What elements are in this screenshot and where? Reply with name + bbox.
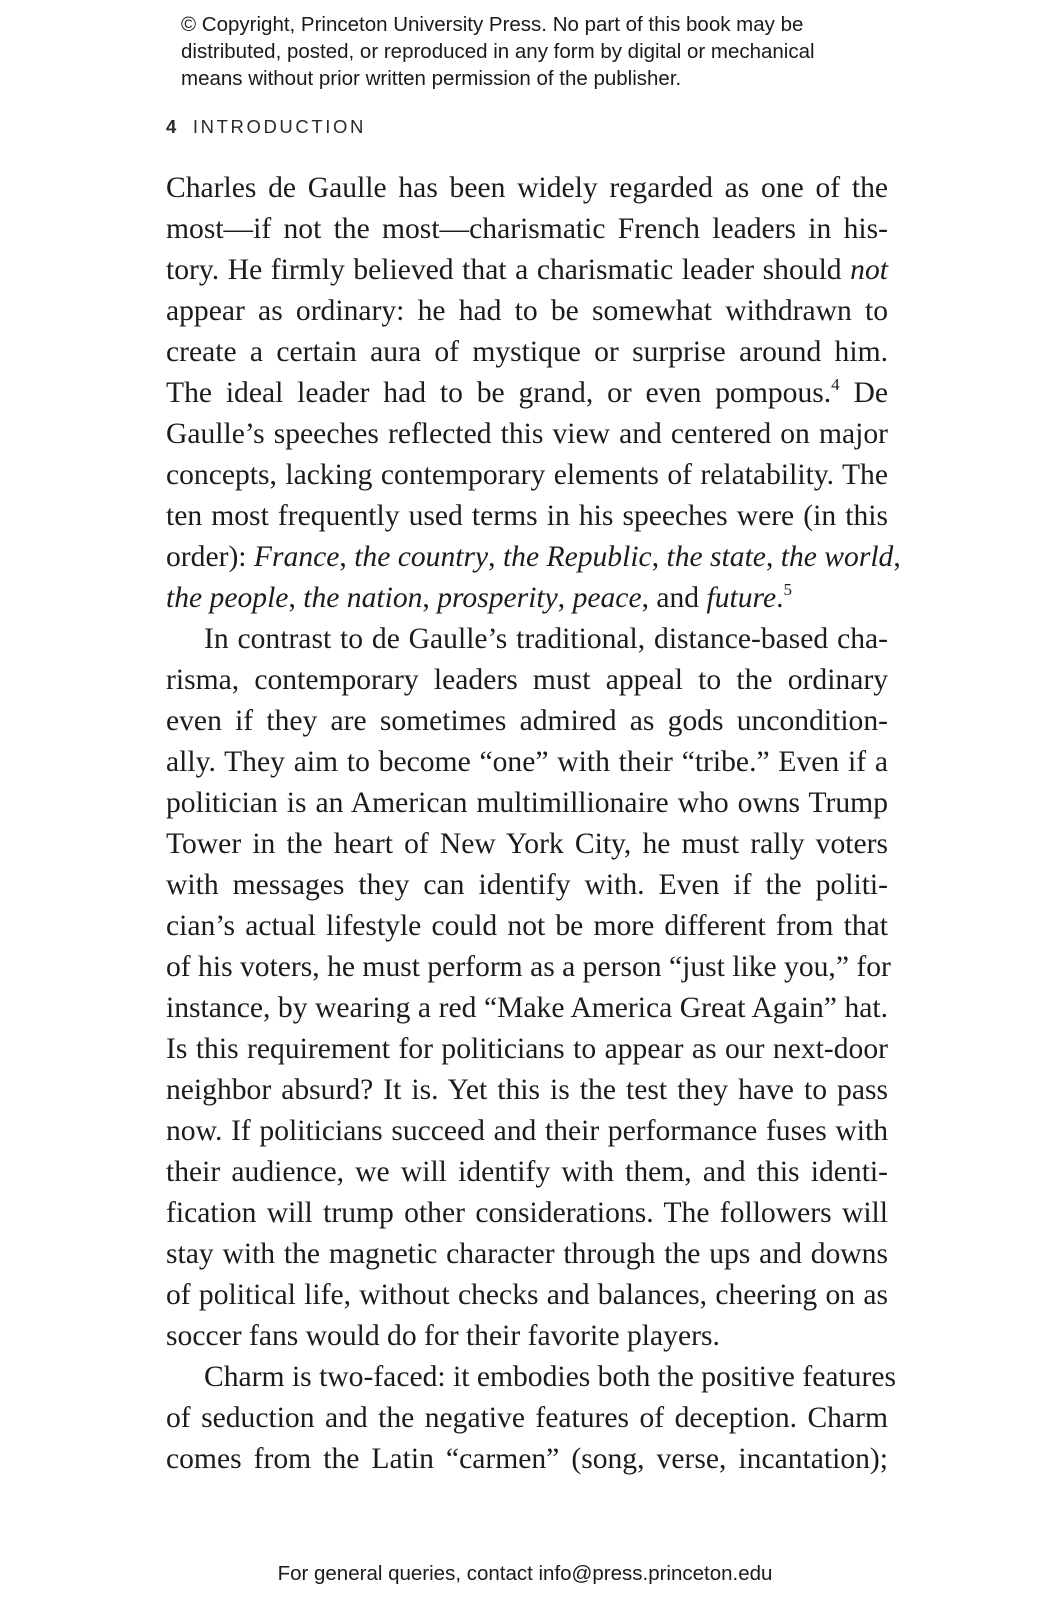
text-line: Tower in the heart of New York City, he must rally voters (166, 828, 888, 860)
emphasis: prosperity (437, 582, 558, 614)
emphasis: the Republic (502, 541, 652, 573)
text-span: , (893, 541, 901, 573)
text-line: Is this requirement for politicians to appear as our next-door (166, 1033, 888, 1065)
text-line: Charm is two-faced: it embodies both the positive features (204, 1361, 896, 1393)
text-line: neighbor absurd? It is. Yet this is the test they have to pass (166, 1074, 888, 1106)
text-line: create a certain aura of mystique or surprise around him. (166, 336, 888, 368)
text-span: , and (641, 582, 707, 614)
text-line: ten most frequently used terms in his speeches were (in this (166, 500, 888, 532)
text-line: of political life, without checks and balances, cheering on as (166, 1279, 888, 1311)
text-line: even if they are sometimes admired as gods uncondition- (166, 705, 888, 737)
text-span: , (488, 541, 503, 573)
copyright-line: © Copyright, Princeton University Press. No part of this book may be (181, 13, 804, 36)
text-line: most—if not the most—charismatic French leaders in his- (166, 213, 888, 245)
text-line: Charles de Gaulle has been widely regarded as one of the (166, 172, 888, 204)
text-span: , (339, 541, 355, 573)
text-span: , (557, 582, 573, 614)
text-line: stay with the magnetic character through the ups and downs (166, 1238, 888, 1270)
text-span: , (288, 582, 304, 614)
text-line (166, 578, 888, 619)
body-text (166, 168, 901, 1480)
text-span: order): (166, 541, 254, 573)
copyright-line: means without prior written permission of the publisher. (181, 67, 682, 90)
paragraph-2 (166, 619, 891, 1357)
emphasis: France (253, 541, 340, 573)
emphasis: future (706, 582, 777, 614)
text-line (166, 250, 888, 291)
text-span: tory. He firmly believed that a charismatic leader should (166, 254, 851, 286)
text-line: ally. They aim to become “one” with their “tribe.” Even if a (166, 746, 888, 778)
emphasis: not (850, 254, 888, 286)
text-span: . (776, 582, 784, 614)
text-line: of seduction and the negative features of deception. Charm (166, 1402, 888, 1434)
emphasis: the nation (303, 582, 423, 614)
emphasis: the state (666, 541, 766, 573)
text-line: politician is an American multimillionaire who owns Trump (166, 787, 888, 819)
text-line: Gaulle’s speeches reflected this view and centered on major (166, 418, 888, 450)
text-span: , (651, 541, 667, 573)
text-line: soccer fans would do for their favorite players. (166, 1320, 720, 1352)
text-line: instance, by wearing a red “Make America Great Again” hat. (166, 992, 888, 1024)
text-span: The ideal leader had to be grand, or even pompous. (166, 377, 832, 409)
text-line: concepts, lacking contemporary elements of relatability. The (166, 459, 888, 491)
text-span: De (839, 377, 889, 409)
emphasis: the country (354, 541, 489, 573)
footnote-marker: 5 (783, 580, 793, 599)
text-line: risma, contemporary leaders must appeal to the ordinary (166, 664, 888, 696)
text-line: of his voters, he must perform as a person “just like you,” for (166, 951, 891, 983)
text-line (166, 373, 888, 414)
text-line: appear as ordinary: he had to be somewhat withdrawn to (166, 295, 888, 327)
text-span: , (765, 541, 781, 573)
text-line: their audience, we will identify with them, and this identi- (166, 1156, 888, 1188)
text-line: In contrast to de Gaulle’s traditional, distance-based cha- (204, 623, 888, 655)
running-head (166, 116, 366, 138)
chapter-title: INTRODUCTION (192, 116, 366, 137)
emphasis: the people (166, 582, 289, 614)
text-line: now. If politicians succeed and their performance fuses with (166, 1115, 888, 1147)
text-line: fication will trump other considerations. The followers will (166, 1197, 888, 1229)
paragraph-3 (166, 1357, 896, 1480)
copyright-line: distributed, posted, or reproduced in any form by digital or mechanical (181, 40, 815, 63)
text-line: comes from the Latin “carmen” (song, verse, incantation); (166, 1443, 888, 1475)
text-span: , (422, 582, 438, 614)
text-line: cian’s actual lifestyle could not be more different from that (166, 910, 888, 942)
copyright-notice (181, 11, 901, 92)
emphasis: the world (780, 541, 894, 573)
text-line (166, 537, 901, 578)
page-number: 4 (166, 116, 179, 137)
paragraph-1 (166, 168, 901, 619)
footnote-marker: 4 (831, 375, 840, 394)
emphasis: peace (572, 582, 642, 614)
footer-contact: For general queries, contact info@press.princeton.edu (277, 1562, 773, 1585)
text-line: with messages they can identify with. Even if the politi- (166, 869, 888, 901)
